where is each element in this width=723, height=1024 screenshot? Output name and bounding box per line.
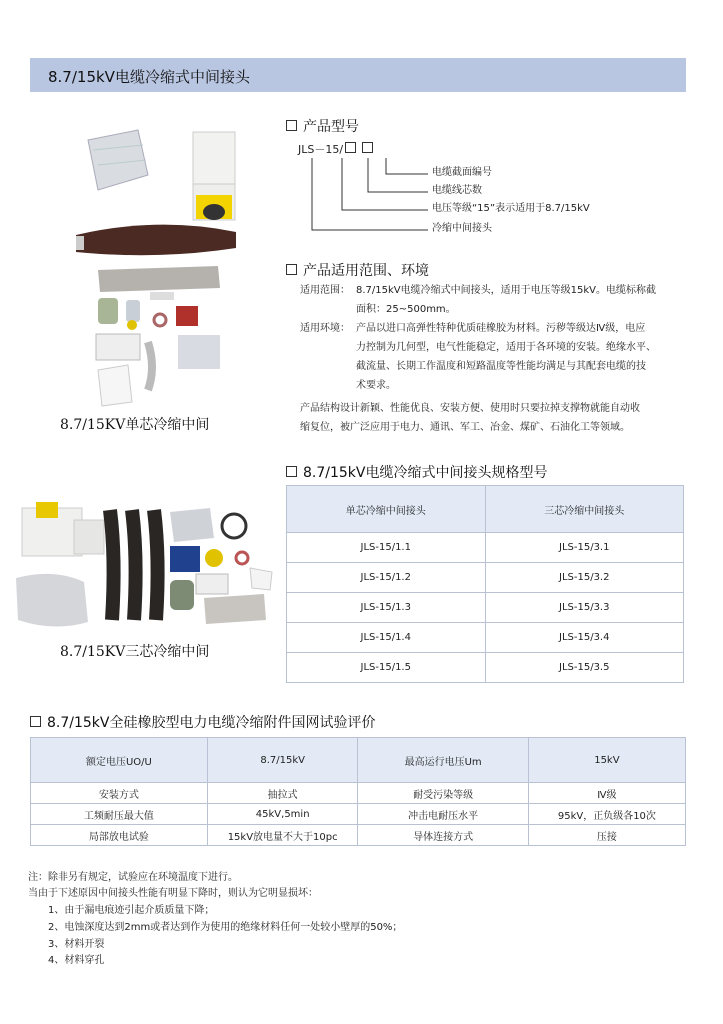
checkbox-square-icon — [30, 716, 41, 727]
table-header-cell: 单芯冷缩中间接头 — [287, 486, 486, 533]
table-cell: 局部放电试验 — [31, 825, 208, 846]
table-cell: 15kV放电量不大于10pc — [207, 825, 358, 846]
table-cell: 95kV，正负级各10次 — [528, 804, 685, 825]
table-header-cell: 三芯冷缩中间接头 — [485, 486, 684, 533]
table-row — [287, 653, 684, 683]
table-cell: JLS-15/3.1 — [485, 533, 684, 563]
table-row — [287, 623, 684, 653]
checkbox-square-icon — [286, 264, 297, 275]
note-line: 2、电蚀深度达到2mm或者达到作为使用的绝缘材料任何一处较小壁厚的50%； — [48, 922, 403, 933]
table-row — [287, 533, 684, 563]
note-line: 当由于下述原因中间接头性能有明显下降时，则认为它明显损坏： — [28, 888, 318, 899]
design-line: 缩复位，被广泛应用于电力、通讯、军工、冶金、煤矿、石油化工等领域。 — [300, 422, 630, 433]
page-title: 8.7/15kV电缆冷缩式中间接头 — [48, 68, 250, 86]
table-cell: JLS-15/3.2 — [485, 563, 684, 593]
scope-line: 面积：25~500mm。 — [356, 304, 456, 315]
model-heading: 产品型号 — [286, 116, 359, 136]
checkbox-square-icon — [286, 466, 297, 477]
legend-item: 电缆线芯数 — [432, 185, 482, 196]
three-core-kit-photo — [14, 498, 276, 638]
legend-item: 电压等级“15”表示适用于8.7/15kV — [432, 203, 590, 214]
table-header-cell: 额定电压UO/U — [31, 738, 208, 783]
table-header-row — [287, 486, 684, 533]
table-header-cell: 15kV — [528, 738, 685, 783]
three-core-caption: 8.7/15KV三芯冷缩中间 — [60, 644, 210, 660]
note-line: 3、材料开裂 — [48, 939, 105, 950]
model-legend-lines — [300, 150, 430, 236]
table-header-cell: 8.7/15kV — [207, 738, 358, 783]
legend-item: 冷缩中间接头 — [432, 223, 492, 234]
table-header-cell: 最高运行电压Um — [358, 738, 528, 783]
env-line: 截流量、长期工作温度和短路温度等性能均满足与其配套电缆的技 — [356, 361, 646, 372]
scope-heading: 产品适用范围、环境 — [286, 260, 429, 280]
table-cell: JLS-15/1.5 — [287, 653, 486, 683]
table-cell: 安装方式 — [31, 783, 208, 804]
single-core-caption: 8.7/15KV单芯冷缩中间 — [60, 417, 210, 433]
table-cell: 抽拉式 — [207, 783, 358, 804]
table-row — [31, 825, 686, 846]
table-cell: 压接 — [528, 825, 685, 846]
note-line: 注：除非另有规定，试验应在环境温度下进行。 — [28, 872, 238, 883]
table-row — [287, 563, 684, 593]
scope-label: 适用范围： — [300, 285, 350, 296]
spec-table — [286, 485, 684, 683]
title-banner — [30, 58, 686, 92]
table-row — [31, 783, 686, 804]
table-cell: JLS-15/1.3 — [287, 593, 486, 623]
checkbox-square-icon — [286, 120, 297, 131]
table-cell: 耐受污染等级 — [358, 783, 528, 804]
table-cell: 工频耐压最大值 — [31, 804, 208, 825]
spec-heading: 8.7/15kV电缆冷缩式中间接头规格型号 — [286, 462, 547, 482]
legend-item: 电缆截面编号 — [432, 167, 492, 178]
table-cell: JLS-15/1.2 — [287, 563, 486, 593]
table-cell: JLS-15/3.3 — [485, 593, 684, 623]
table-row — [287, 593, 684, 623]
model-code: JLS－15/ — [298, 142, 379, 158]
table-cell: Ⅳ级 — [528, 783, 685, 804]
note-line: 1、由于漏电痕迹引起介质质量下降； — [48, 905, 215, 916]
test-table — [30, 737, 686, 846]
table-cell: 导体连接方式 — [358, 825, 528, 846]
test-heading: 8.7/15kV全硅橡胶型电力电缆冷缩附件国网试验评价 — [30, 712, 375, 732]
table-cell: JLS-15/3.4 — [485, 623, 684, 653]
table-cell: 45kV,5min — [207, 804, 358, 825]
table-cell: JLS-15/1.4 — [287, 623, 486, 653]
table-row — [31, 804, 686, 825]
scope-line: 8.7/15kV电缆冷缩式中间接头，适用于电压等级15kV。电缆标称截 — [356, 285, 656, 296]
env-line: 产品以进口高弹性特种优质硅橡胶为材料。污秽等级达Ⅳ级，电应 — [356, 323, 646, 334]
table-cell: JLS-15/3.5 — [485, 653, 684, 683]
env-label: 适用环境： — [300, 323, 350, 334]
table-cell: JLS-15/1.1 — [287, 533, 486, 563]
note-line: 4、材料穿孔 — [48, 955, 105, 966]
single-core-kit-photo — [68, 120, 248, 415]
table-cell: 冲击电耐压水平 — [358, 804, 528, 825]
design-line: 产品结构设计新颖、性能优良、安装方便、使用时只要拉掉支撑物就能自动收 — [300, 403, 640, 414]
env-line: 术要求。 — [356, 380, 396, 391]
table-header-row — [31, 738, 686, 783]
env-line: 力控制为几何型，电气性能稳定，适用于各环境的安装。绝缘水平、 — [356, 342, 656, 353]
